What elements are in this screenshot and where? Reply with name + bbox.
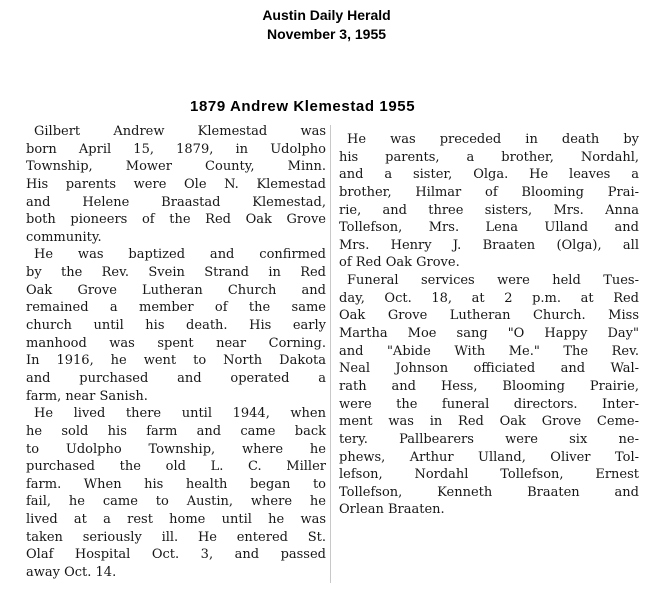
text-line: lived at a rest home until he was [26, 512, 326, 528]
text-line: rie, and three sisters, Mrs. Anna [339, 202, 639, 218]
text-line: farm. When his health began to [26, 476, 326, 492]
text-line: remained a member of the same [26, 300, 326, 316]
obituary-headline: 1879 Andrew Klemestad 1955 [190, 98, 416, 115]
text-line: and purchased and operated a [26, 370, 326, 386]
text-line: his parents, a brother, Nordahl, [339, 149, 639, 165]
text-line: tery. Pallbearers were six ne- [339, 431, 639, 447]
text-line: Tollefson, Kenneth Braaten and [339, 484, 639, 500]
text-line: In 1916, he went to North Dakota [26, 353, 326, 369]
text-line: and a sister, Olga. He leaves a [339, 167, 639, 183]
text-line: rath and Hess, Blooming Prairie, [339, 378, 639, 394]
text-line: He was preceded in death by [347, 132, 639, 147]
text-line: community. [26, 229, 102, 245]
text-line: fail, he came to Austin, where he [26, 494, 326, 510]
text-line: both pioneers of the Red Oak Grove [26, 212, 326, 228]
text-line: were the funeral directors. Inter- [339, 396, 639, 412]
text-line: he sold his farm and came back [26, 423, 326, 439]
text-line: away Oct. 14. [26, 565, 117, 581]
text-line: and Helene Braastad Klemestad, [26, 194, 326, 210]
left-column [26, 123, 326, 582]
text-line: Neal Johnson officiated and Wal- [339, 361, 639, 377]
text-line: His parents were Ole N. Klemestad [26, 176, 326, 192]
text-line: by the Rev. Svein Strand in Red [26, 265, 326, 281]
masthead [0, 6, 653, 44]
text-line: Oak Grove Lutheran Church and [26, 282, 326, 298]
column-divider [330, 125, 331, 583]
text-line: He was baptized and confirmed [34, 247, 326, 263]
text-line: phews, Arthur Ulland, Oliver Tol- [339, 449, 639, 465]
text-line: Gilbert Andrew Klemestad was [34, 124, 326, 139]
text-line: day, Oct. 18, at 2 p.m. at Red [339, 290, 639, 306]
text-line: Oak Grove Lutheran Church. Miss [339, 308, 639, 324]
right-column [339, 131, 639, 519]
text-line: ment was in Red Oak Grove Ceme- [339, 414, 639, 430]
text-line: He lived there until 1944, when [34, 406, 326, 422]
text-line: Tollefson, Mrs. Lena Ulland and [339, 220, 639, 236]
text-line: farm, near Sanish. [26, 388, 148, 404]
text-line: manhood was spent near Corning. [26, 335, 326, 351]
text-line: Mrs. Henry J. Braaten (Olga), all [339, 237, 639, 253]
text-line: to Udolpho Township, where he [26, 441, 326, 457]
newspaper-name: Austin Daily Herald [262, 7, 391, 23]
text-line: purchased the old L. C. Miller [26, 459, 326, 475]
text-line: Orlean Braaten. [339, 502, 445, 518]
text-line: taken seriously ill. He entered St. [26, 529, 326, 545]
publication-date: November 3, 1955 [266, 26, 387, 42]
text-line: lefson, Nordahl Tollefson, Ernest [339, 467, 639, 483]
text-line: Olaf Hospital Oct. 3, and passed [26, 547, 326, 563]
text-line: and "Abide With Me." The Rev. [339, 343, 639, 359]
text-line: of Red Oak Grove. [339, 255, 460, 271]
text-line: born April 15, 1879, in Udolpho [26, 141, 326, 157]
text-line: Township, Mower County, Minn. [26, 159, 326, 175]
text-line: church until his death. His early [26, 318, 326, 334]
text-line: Martha Moe sang "O Happy Day" [339, 326, 639, 342]
text-line: brother, Hilmar of Blooming Prai- [339, 184, 639, 200]
text-line: Funeral services were held Tues- [347, 273, 639, 289]
